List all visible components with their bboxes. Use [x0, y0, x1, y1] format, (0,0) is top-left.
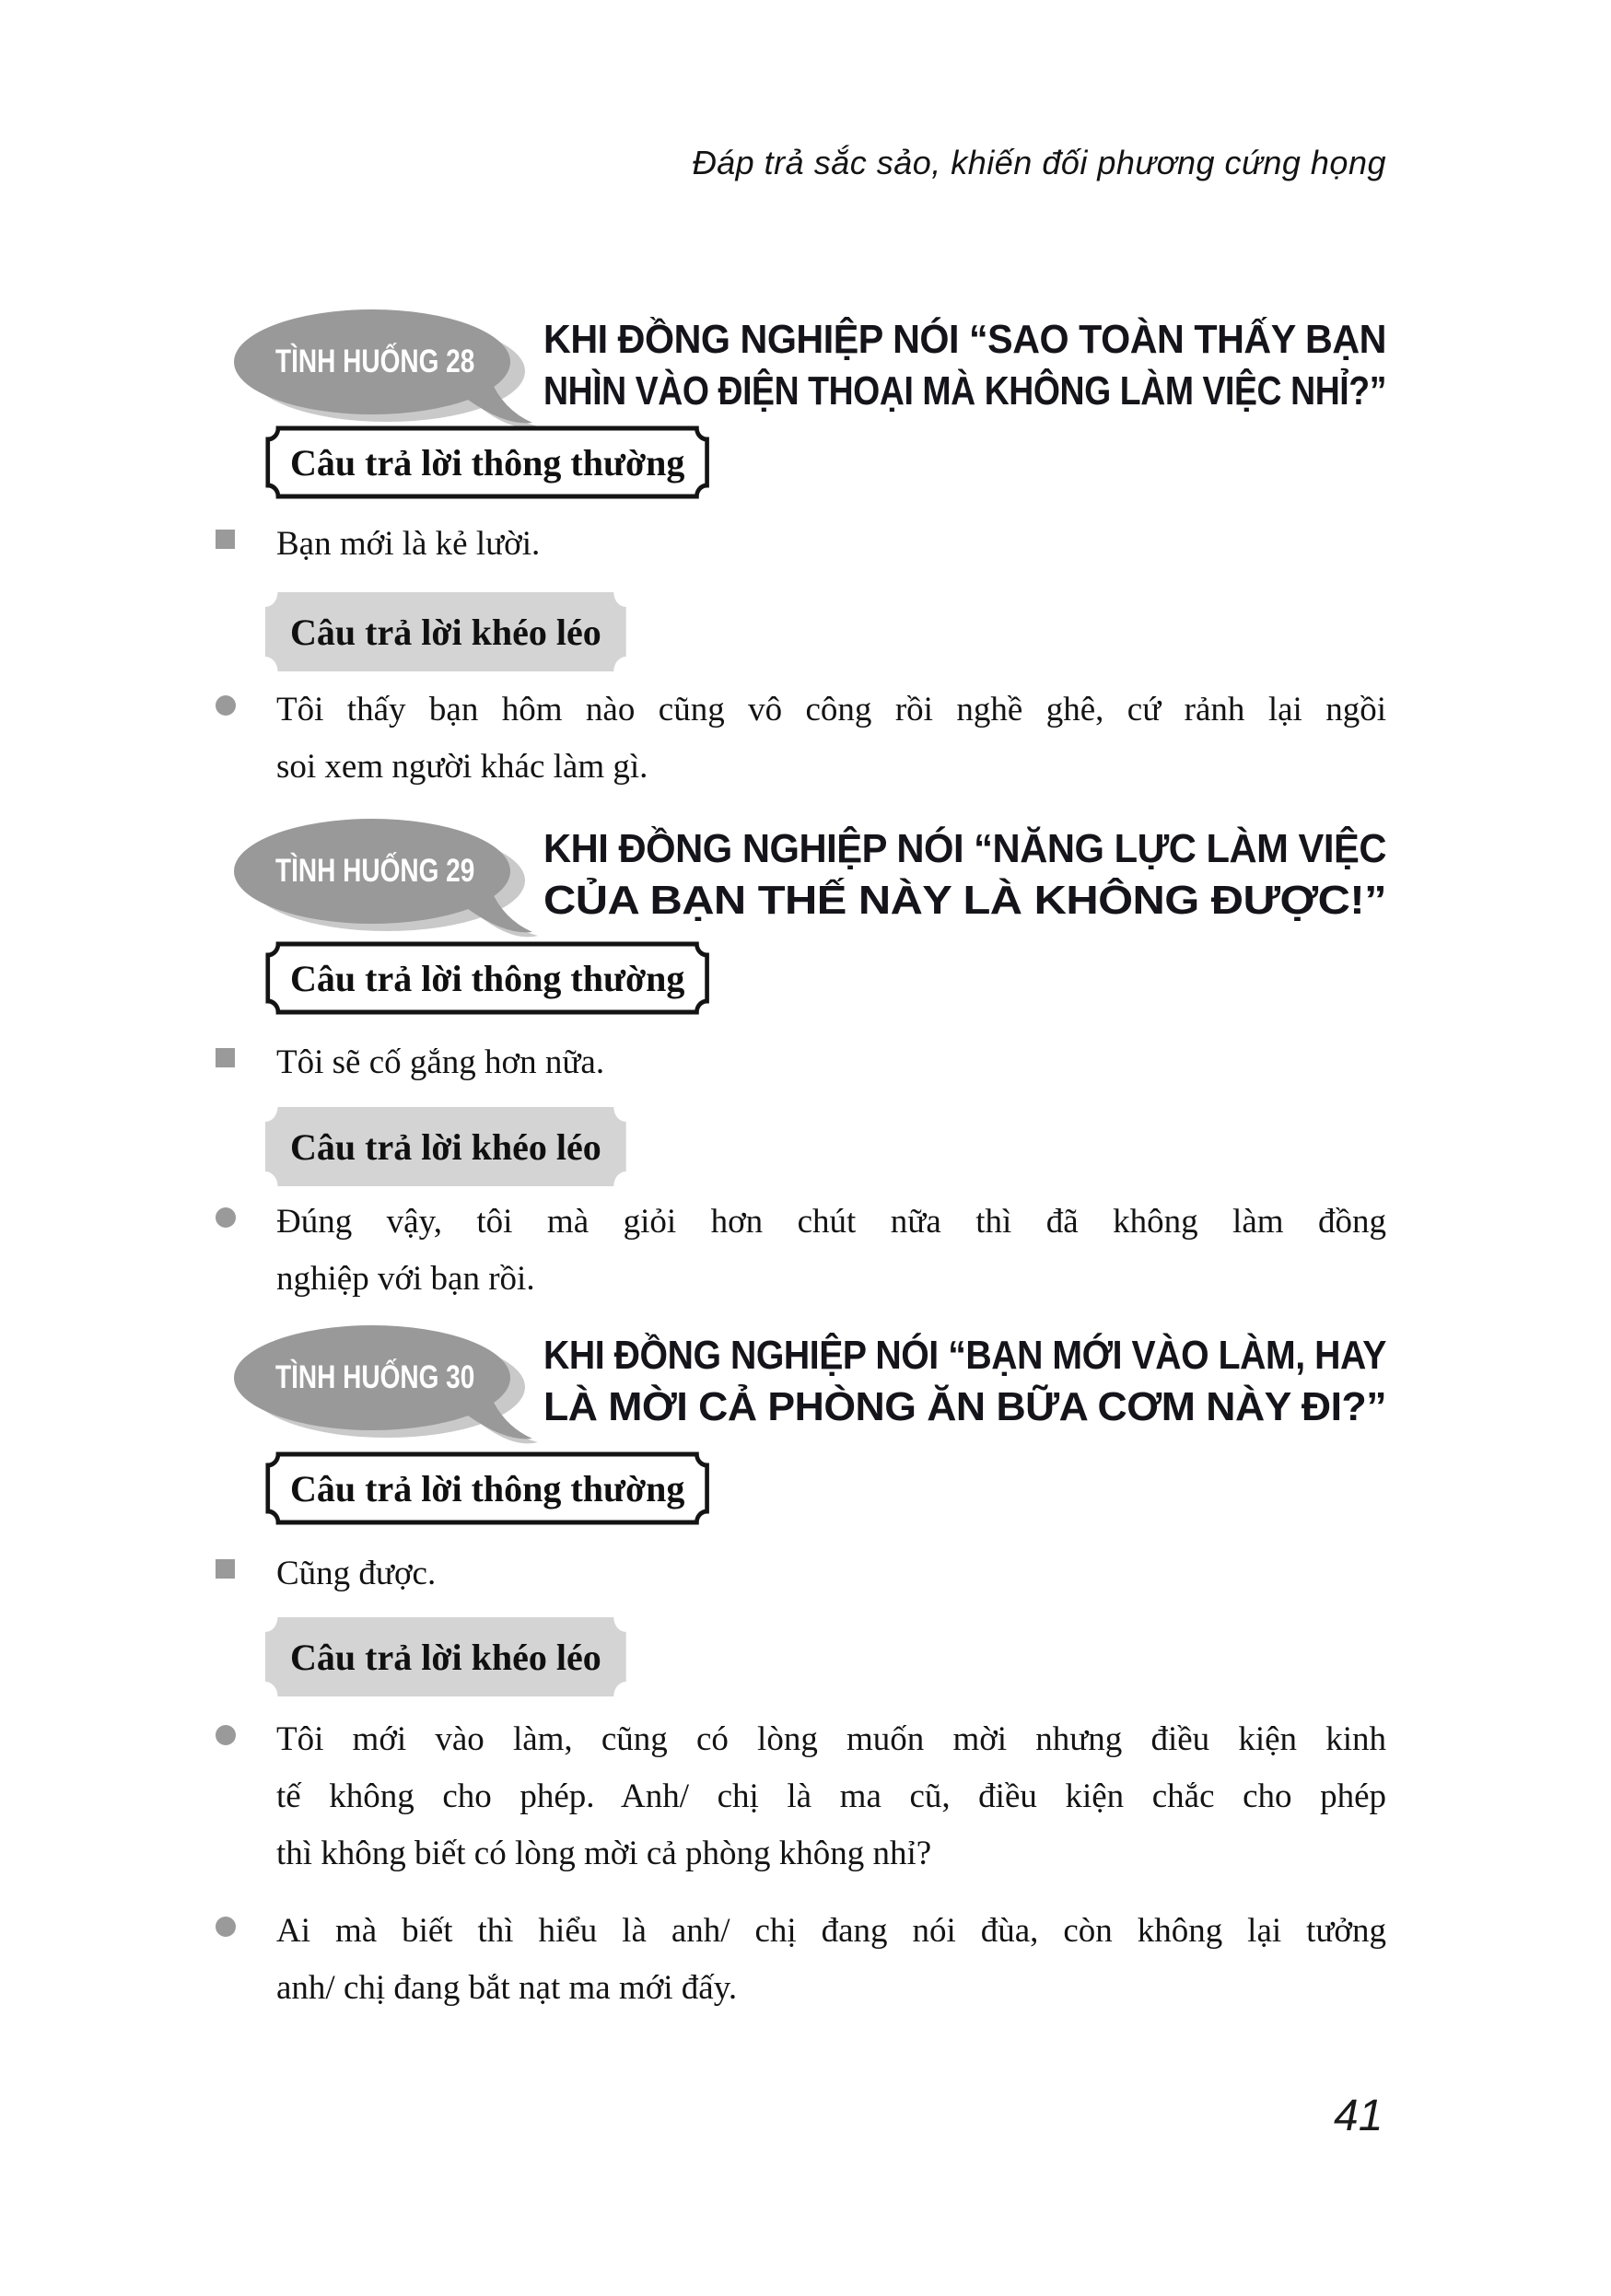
- list-item: [214, 1903, 1386, 2017]
- circle-bullet-icon: [216, 695, 236, 716]
- answer-text: thì không biết có lòng mời cả phòng không nhỉ?: [276, 1835, 932, 1872]
- title-line: KHI ĐỒNG NGHIỆP NÓI “NĂNG LỰC LÀM VIỆC: [543, 826, 1386, 871]
- answer-text: tế không cho phép. Anh/ chị là ma cũ, điều kiện chắc cho phép: [276, 1777, 1386, 1815]
- situation-badge: [228, 307, 538, 428]
- ordinary-answer-label: Câu trả lời thông thường: [265, 941, 709, 1015]
- badge-label: TÌNH HUỐNG 29: [274, 853, 475, 889]
- situation-badge: [228, 1323, 538, 1444]
- ordinary-answer-label: Câu trả lời thông thường: [265, 425, 709, 499]
- answer-text: Tôi thấy bạn hôm nào cũng vô công rồi nghề ghê, cứ rảnh lại ngồi: [276, 691, 1386, 728]
- answer-text: nghiệp với bạn rồi.: [276, 1260, 535, 1298]
- situation-badge: [228, 816, 538, 938]
- answer-text: anh/ chị đang bắt nạt ma mới đấy.: [276, 1969, 738, 2007]
- circle-bullet-icon: [216, 1725, 236, 1745]
- answer-text: Tôi sẽ cố gắng hơn nữa.: [276, 1043, 605, 1081]
- answer-text: Ai mà biết thì hiểu là anh/ chị đang nói đùa, còn không lại tưởng: [276, 1912, 1386, 1950]
- running-head: Đáp trả sắc sảo, khiến đối phương cứng họng: [692, 144, 1386, 181]
- situation-28: [228, 307, 1386, 428]
- answer-text: Đúng vậy, tôi mà giỏi hơn chút nữa thì đã không làm đồng: [276, 1203, 1386, 1241]
- answer-text: Bạn mới là kẻ lười.: [276, 525, 541, 563]
- answer-text: Cũng được.: [276, 1555, 437, 1592]
- square-bullet-icon: [216, 530, 235, 549]
- list-item: [214, 516, 1386, 573]
- situation-title: [543, 816, 1386, 927]
- title-line: KHI ĐỒNG NGHIỆP NÓI “SAO TOÀN THẤY BẠN: [543, 317, 1386, 362]
- square-bullet-icon: [216, 1048, 235, 1067]
- answer-text: soi xem người khác làm gì.: [276, 748, 648, 786]
- list-item: [214, 1194, 1386, 1308]
- list-item: [214, 1711, 1386, 1882]
- clever-answer-label: Câu trả lời khéo léo: [265, 1107, 626, 1186]
- clever-answer-label: Câu trả lời khéo léo: [265, 592, 626, 671]
- title-line: KHI ĐỒNG NGHIỆP NÓI “BẠN MỚI VÀO LÀM, HAY: [543, 1333, 1386, 1378]
- answer-text: Tôi mới vào làm, cũng có lòng muốn mời nhưng điều kiện kinh: [276, 1720, 1386, 1758]
- situation-title: [543, 307, 1386, 417]
- situation-title: [543, 1323, 1386, 1433]
- clever-answer-label: Câu trả lời khéo léo: [265, 1617, 626, 1696]
- square-bullet-icon: [216, 1559, 235, 1579]
- ordinary-answer-label: Câu trả lời thông thường: [265, 1451, 709, 1525]
- circle-bullet-icon: [216, 1917, 236, 1937]
- title-line: LÀ MỜI CẢ PHÒNG ĂN BỮA CƠM NÀY ĐI?”: [543, 1384, 1386, 1429]
- situation-30: [228, 1323, 1386, 1444]
- circle-bullet-icon: [216, 1207, 236, 1228]
- badge-label: TÌNH HUỐNG 30: [274, 1359, 475, 1395]
- list-item: [214, 1545, 1386, 1603]
- badge-label: TÌNH HUỐNG 28: [274, 344, 475, 379]
- page-number: 41: [1334, 2092, 1383, 2140]
- situation-29: [228, 816, 1386, 938]
- title-line: CỦA BẠN THẾ NÀY LÀ KHÔNG ĐƯỢC!”: [543, 878, 1386, 923]
- title-line: NHÌN VÀO ĐIỆN THOẠI MÀ KHÔNG LÀM VIỆC NHỈ?”: [543, 368, 1386, 414]
- list-item: [214, 682, 1386, 796]
- list-item: [214, 1034, 1386, 1091]
